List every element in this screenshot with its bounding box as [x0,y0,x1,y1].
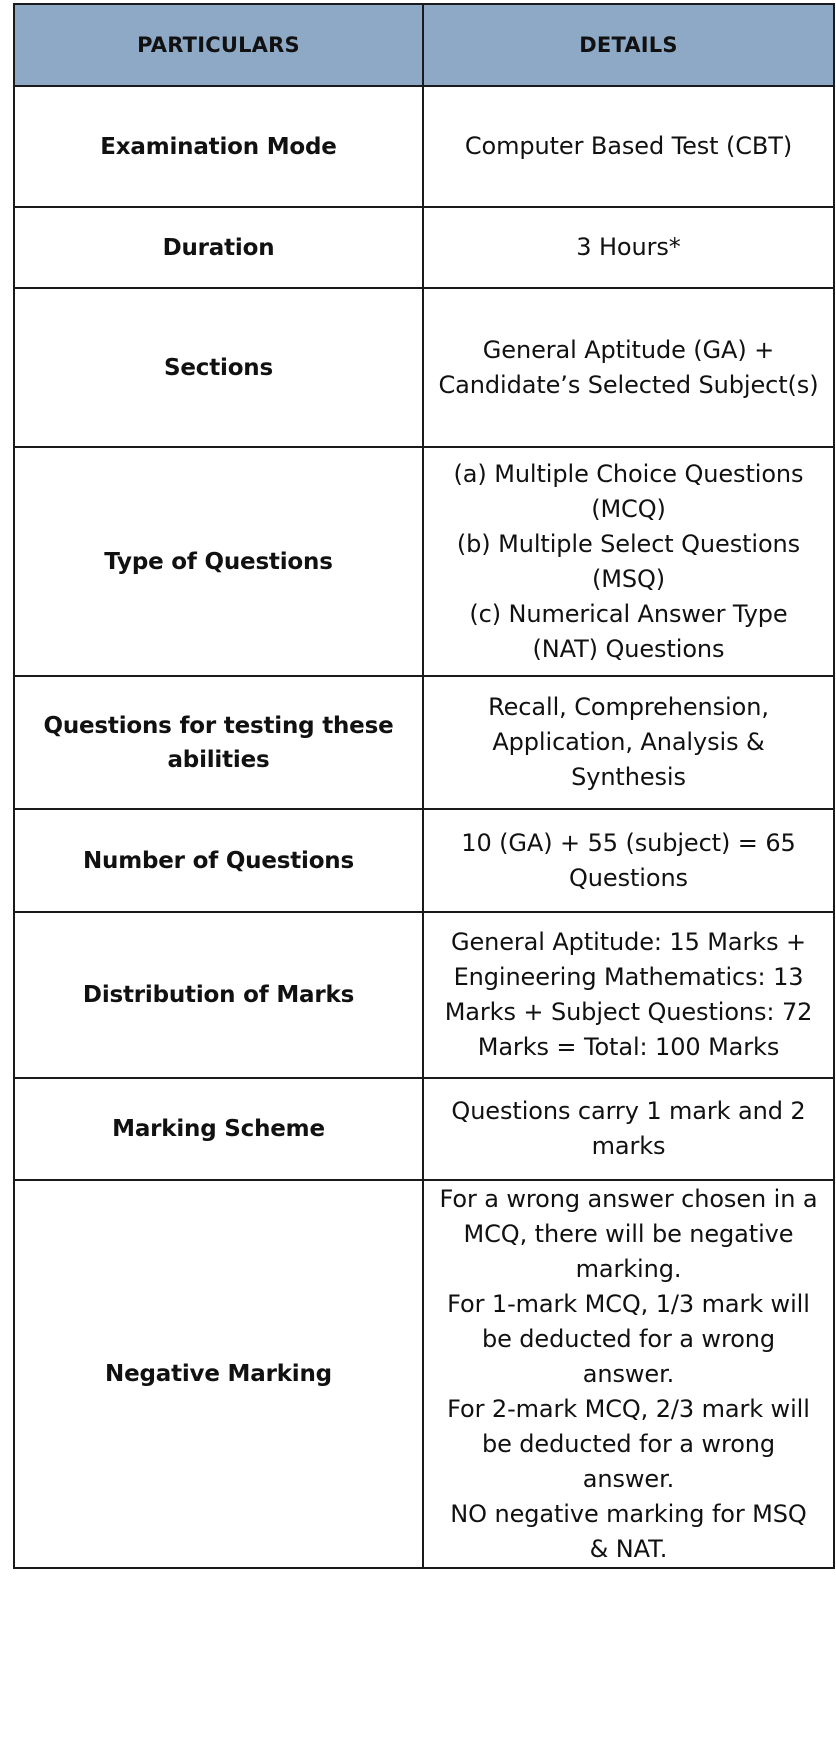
detail-line: Questions carry 1 mark and 2 marks [451,1097,806,1160]
header-particulars: PARTICULARS [14,4,423,86]
table-row [14,288,834,447]
row-label: Sections [14,288,423,447]
table-row [14,912,834,1078]
row-label: Negative Marking [14,1180,423,1568]
row-detail [423,207,834,288]
detail-line: For 1-mark MCQ, 1/3 mark will be deducted for a wrong answer. [447,1289,810,1388]
exam-pattern-table [13,3,835,1569]
detail-line: General Aptitude (GA) + Candidate’s Selected Subject(s) [438,335,819,399]
detail-line: (b) Multiple Select Questions (MSQ) [456,529,801,593]
detail-line: (a) Multiple Choice Questions (MCQ) [453,459,804,523]
detail-line: 3 Hours* [576,233,681,261]
row-detail [423,447,834,676]
header-row [14,4,834,86]
row-label: Distribution of Marks [14,912,423,1078]
table-row [14,207,834,288]
detail-line: For 2-mark MCQ, 2/3 mark will be deducted for a wrong answer. [447,1394,810,1493]
detail-line: For a wrong answer chosen in a MCQ, there will be negative marking. [439,1184,818,1283]
table-row [14,676,834,809]
table-row [14,1078,834,1180]
detail-line: (c) Numerical Answer Type (NAT) Questions [469,599,788,663]
row-detail [423,809,834,912]
row-label: Questions for testing these abilities [14,676,423,809]
table-row [14,809,834,912]
row-detail [423,676,834,809]
row-label: Marking Scheme [14,1078,423,1180]
detail-line: Recall, Comprehension, Application, Analysis & Synthesis [488,693,769,791]
row-detail [423,1078,834,1180]
row-detail [423,912,834,1078]
table-row [14,1180,834,1568]
row-label: Type of Questions [14,447,423,676]
detail-line: Computer Based Test (CBT) [464,132,793,160]
header-details: DETAILS [423,4,834,86]
row-detail [423,1180,834,1568]
row-label: Number of Questions [14,809,423,912]
row-label: Duration [14,207,423,288]
detail-line: 10 (GA) + 55 (subject) = 65 Questions [461,828,796,892]
detail-line: NO negative marking for MSQ & NAT. [450,1499,807,1563]
row-detail [423,288,834,447]
detail-line: General Aptitude: 15 Marks + Engineering Mathematics: 13 Marks + Subject Questions: 72 Marks = Total: 100 Marks [444,928,813,1061]
row-label: Examination Mode [14,86,423,207]
row-detail [423,86,834,207]
table-row [14,447,834,676]
table-row [14,86,834,207]
